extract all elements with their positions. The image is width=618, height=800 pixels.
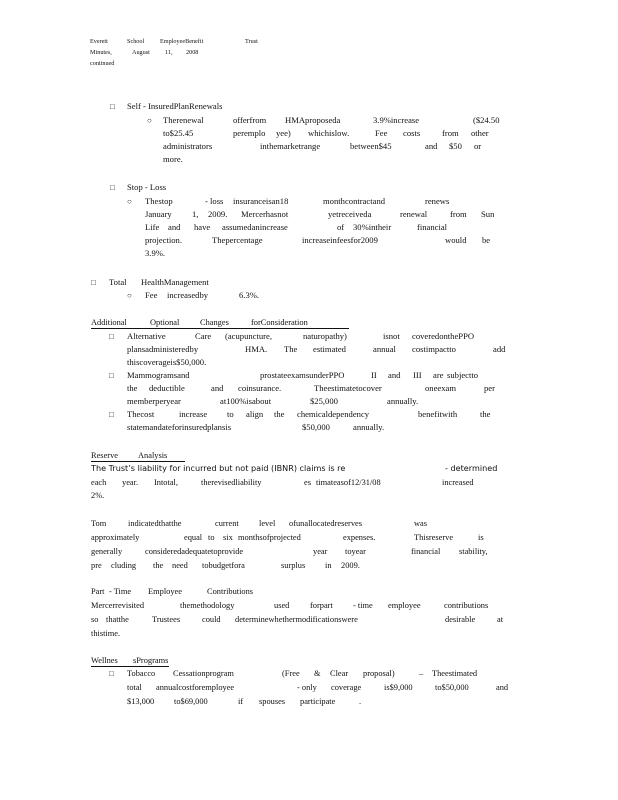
- word: projection.: [145, 235, 182, 245]
- word: chemicaldependency: [297, 409, 370, 419]
- word: –: [419, 669, 424, 678]
- word: and: [388, 370, 401, 380]
- word: if: [238, 697, 244, 706]
- word: Cessationprogram: [173, 669, 234, 678]
- word: would: [445, 235, 467, 245]
- word: Therenewal: [163, 115, 204, 125]
- word: $13,000: [127, 697, 155, 706]
- word: prostateexamsunderPPO: [260, 370, 345, 380]
- word: determinewhethermodificationswere: [235, 615, 358, 624]
- section-title-stop-loss: Stop - Loss: [127, 182, 167, 192]
- square-bullet-icon: □: [91, 278, 96, 287]
- word: 2009.: [341, 561, 360, 570]
- word: $25,000: [310, 396, 338, 406]
- word: so: [91, 615, 99, 624]
- word: total: [127, 683, 142, 692]
- continued-label: continued: [90, 60, 115, 67]
- word: spouses: [259, 697, 286, 706]
- word: could: [202, 615, 221, 624]
- word: Alternative: [127, 331, 166, 341]
- word: is$9,000: [384, 683, 413, 692]
- word: and: [496, 683, 509, 692]
- word: expenses.: [343, 533, 376, 542]
- word: year.: [122, 478, 139, 487]
- word: Analysis: [138, 451, 168, 460]
- word: renews: [425, 196, 450, 206]
- header-word: School: [127, 38, 145, 45]
- word: stability,: [459, 547, 488, 556]
- square-bullet-icon: □: [109, 332, 114, 341]
- word: to: [208, 533, 215, 542]
- square-bullet-icon: □: [109, 410, 114, 419]
- word: add: [493, 344, 506, 354]
- header-word: Minutes,: [90, 49, 112, 56]
- word: Care: [195, 331, 212, 341]
- word: - determined: [445, 463, 498, 473]
- word: The: [284, 344, 298, 354]
- word: 3.9%.: [145, 248, 166, 258]
- word: &: [314, 669, 321, 678]
- word: are: [433, 370, 444, 380]
- word: Theestimatetocover: [314, 383, 382, 393]
- word: deductible: [149, 383, 185, 393]
- word: current: [215, 519, 239, 528]
- word: was: [414, 519, 428, 528]
- word: the: [127, 383, 138, 393]
- word: is: [478, 533, 484, 542]
- word: offerfrom: [233, 115, 267, 125]
- word: coveredonthePPO: [412, 331, 475, 341]
- word: yetreceiveda: [328, 209, 372, 219]
- word: Fee: [375, 128, 388, 138]
- word: more.: [163, 154, 183, 164]
- word: used: [274, 601, 290, 610]
- word: surplus: [281, 561, 306, 570]
- circle-bullet-icon: ○: [127, 197, 132, 206]
- word: - time: [353, 601, 373, 610]
- word: be: [482, 235, 491, 245]
- word: 30%intheir: [353, 222, 392, 232]
- word: at100%isabout: [220, 396, 272, 406]
- word: annual: [373, 344, 396, 354]
- word: Part: [91, 587, 105, 596]
- word: Total: [109, 277, 127, 287]
- word: HealthManagement: [141, 277, 209, 287]
- word: Employee: [148, 587, 182, 596]
- header-word: August: [132, 49, 150, 56]
- word: annualcostforemployee: [156, 683, 235, 692]
- word: and: [425, 141, 438, 151]
- text-line: [145, 248, 165, 259]
- word: Additional: [91, 318, 127, 327]
- word: have: [194, 222, 211, 232]
- word: 2009.: [208, 209, 228, 219]
- word: year: [313, 547, 328, 556]
- word: financial: [417, 222, 448, 232]
- word: thatthe: [106, 615, 129, 624]
- word: employee: [388, 601, 421, 610]
- word: assumedanincrease: [222, 222, 288, 232]
- word: Mercerrevisited: [91, 601, 145, 610]
- text-line: [91, 490, 104, 502]
- word: equal: [184, 533, 203, 542]
- section-heading-reserve: [91, 450, 185, 462]
- header-word: Trust: [245, 38, 258, 45]
- word: - loss: [205, 196, 224, 206]
- word: (Free: [282, 669, 300, 678]
- word: estimated: [313, 344, 346, 354]
- word: administrators: [163, 141, 213, 151]
- square-bullet-icon: □: [110, 102, 115, 111]
- word: the: [480, 409, 491, 419]
- word: other: [471, 128, 489, 138]
- word: thistime.: [91, 629, 121, 638]
- word: insuranceisan18: [233, 196, 289, 206]
- word: renewal: [400, 209, 428, 219]
- word: HMAproposeda: [285, 115, 341, 125]
- word: Mercerhasnot: [241, 209, 289, 219]
- word: in: [325, 561, 332, 570]
- word: naturopathy): [303, 331, 347, 341]
- section-title-self-insured: Self - InsuredPlanRenewals: [127, 101, 223, 111]
- word: 3.9%increase: [373, 115, 420, 125]
- section-heading-wellness: [91, 655, 169, 667]
- word: Optional: [150, 318, 180, 327]
- word: annually.: [353, 422, 385, 432]
- word: of: [337, 222, 345, 232]
- word: Wellnes: [91, 656, 118, 665]
- word: need: [172, 561, 188, 570]
- word: (acupuncture,: [225, 331, 273, 341]
- word: approximately: [91, 533, 140, 542]
- word: memberperyear: [127, 396, 181, 406]
- word: consideredadequatetoprovide: [145, 547, 244, 556]
- word: desirable: [445, 615, 476, 624]
- word: increase: [179, 409, 208, 419]
- square-bullet-icon: □: [110, 183, 115, 192]
- word: increased: [442, 478, 474, 487]
- word: $50,000: [302, 422, 330, 432]
- word: tobudgetfora: [202, 561, 245, 570]
- word: the: [274, 409, 285, 419]
- word: ($24.50: [473, 115, 500, 125]
- word: or: [474, 141, 482, 151]
- word: Thestop: [145, 196, 173, 206]
- circle-bullet-icon: ○: [147, 116, 152, 125]
- word: 1,: [192, 209, 199, 219]
- word: thiscoverageis$50,000.: [127, 357, 207, 367]
- word: themethodology: [180, 601, 235, 610]
- word: es: [304, 478, 311, 487]
- word: Fee: [145, 290, 158, 300]
- square-bullet-icon: □: [109, 371, 114, 380]
- word: Thepercentage: [212, 235, 263, 245]
- text-line: [127, 357, 206, 368]
- word: coverage: [331, 683, 362, 692]
- word: costimpactto: [412, 344, 456, 354]
- word: therevisedliability: [201, 478, 262, 487]
- text-line: [91, 628, 120, 640]
- header-word: 2008: [186, 49, 199, 56]
- word: at: [497, 615, 504, 624]
- word: financial: [411, 547, 441, 556]
- word: toyear: [345, 547, 366, 556]
- text-line: [163, 154, 183, 165]
- word: coinsurance.: [238, 383, 282, 393]
- word: isnot: [383, 331, 400, 341]
- word: $50: [449, 141, 462, 151]
- word: The Trust’s liability for incurred but not paid (IBNR) claims is re: [91, 463, 346, 473]
- word: whichislow.: [308, 128, 350, 138]
- word: - only: [297, 683, 317, 692]
- word: 6.3%.: [239, 290, 260, 300]
- word: oneexam: [425, 383, 457, 393]
- word: HMA.: [245, 344, 268, 354]
- word: sPrograms: [133, 656, 169, 665]
- word: align: [246, 409, 264, 419]
- minutes-header-continued: [90, 60, 114, 68]
- word: Changes: [200, 318, 229, 327]
- word: to$50,000: [435, 683, 469, 692]
- word: January: [145, 209, 172, 219]
- word: Thecost: [127, 409, 155, 419]
- word: timateasof12/31/08: [316, 478, 381, 487]
- word: Life: [145, 222, 160, 232]
- word: contributions: [444, 601, 489, 610]
- square-bullet-icon: □: [109, 669, 114, 678]
- word: Mammogramsand: [127, 370, 190, 380]
- word: .: [359, 697, 362, 706]
- word: indicatedthatthe: [128, 519, 182, 528]
- word: cluding: [111, 561, 137, 570]
- header-word: Everett: [90, 38, 108, 45]
- word: generally: [91, 547, 123, 556]
- word: participate: [300, 697, 336, 706]
- word: yee): [276, 128, 291, 138]
- word: forpart: [310, 601, 333, 610]
- word: from: [442, 128, 459, 138]
- word: proposal): [363, 669, 395, 678]
- word: inthemarketrange: [260, 141, 321, 151]
- header-word: EmployeeBenefit: [160, 38, 204, 45]
- word: per: [484, 383, 495, 393]
- word: costs: [403, 128, 421, 138]
- word: to$25.45: [163, 128, 194, 138]
- word: monthsofprojected: [238, 533, 301, 542]
- word: III: [413, 370, 422, 380]
- word: from: [450, 209, 467, 219]
- word: increaseinfeesfor2009: [302, 235, 378, 245]
- word: Reserve: [91, 451, 118, 460]
- word: subjectto: [447, 370, 479, 380]
- word: level: [259, 519, 276, 528]
- word: benefitwith: [418, 409, 458, 419]
- word: 2%.: [91, 491, 105, 500]
- word: Tobacco: [127, 669, 156, 678]
- word: Clear: [330, 669, 349, 678]
- word: Sun: [481, 209, 495, 219]
- section-heading-additional: [91, 317, 349, 329]
- word: pre: [91, 561, 102, 570]
- word: and: [168, 222, 181, 232]
- word: Tom: [91, 519, 107, 528]
- word: each: [91, 478, 107, 487]
- word: Intotal,: [154, 478, 178, 487]
- word: Trustees: [152, 615, 181, 624]
- word: to$69,000: [174, 697, 208, 706]
- word: peremplo: [233, 128, 266, 138]
- word: to: [227, 409, 234, 419]
- header-word: 11,: [165, 49, 173, 56]
- word: ofunallocatedreserves: [289, 519, 363, 528]
- word: increasedby: [167, 290, 209, 300]
- word: six: [223, 533, 233, 542]
- word: - Time: [109, 587, 132, 596]
- word: plansadministeredby: [127, 344, 199, 354]
- word: between$45: [350, 141, 392, 151]
- circle-bullet-icon: ○: [127, 291, 132, 300]
- word: annually.: [387, 396, 419, 406]
- word: statemandateforinsuredplansis: [127, 422, 232, 432]
- word: II: [371, 370, 377, 380]
- word: the: [153, 561, 164, 570]
- word: forConsideration: [251, 318, 308, 327]
- word: and: [211, 383, 224, 393]
- word: Theestimated: [432, 669, 478, 678]
- word: monthcontractand: [323, 196, 386, 206]
- word: Thisreserve: [414, 533, 454, 542]
- word: Contributions: [207, 587, 254, 596]
